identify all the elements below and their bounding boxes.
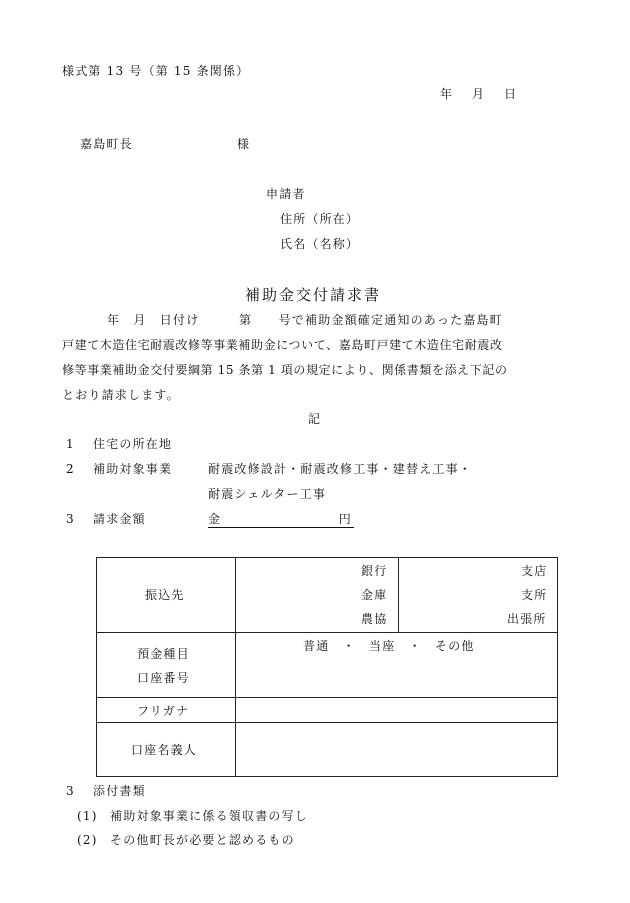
item-1-number: 1: [66, 437, 75, 451]
table-divider: [97, 697, 557, 698]
form-number: 様式第 13 号（第 15 条関係）: [62, 64, 250, 78]
account-number-label: 口座番号: [137, 671, 190, 685]
applicant-label: 申請者: [266, 187, 306, 201]
item-1-label: 住宅の所在地: [93, 437, 173, 451]
furigana-label: フリガナ: [137, 704, 190, 718]
item-3-label: 請求金額: [93, 512, 146, 526]
table-divider: [398, 558, 399, 632]
table-divider: [235, 558, 236, 776]
addressee-honorific: 様: [237, 137, 251, 151]
branch-type-3: 出張所: [507, 612, 547, 626]
date-line: 年 月 日: [440, 87, 521, 101]
item-2-label: 補助対象事業: [93, 462, 173, 476]
attachment-2-text: その他町長が必要と認めるもの: [110, 833, 295, 847]
attachment-1-text: 補助対象事業に係る領収書の写し: [110, 809, 309, 823]
deposit-type-label: 預金種目: [137, 647, 190, 661]
branch-type-1: 支店: [521, 564, 548, 578]
body-line-4: とおり請求します。: [62, 388, 180, 402]
table-divider: [97, 632, 557, 633]
amount-unit: 円: [338, 512, 352, 526]
body-line-3: 修等事業補助金交付要綱第 15 条第 1 項の規定により、関係書類を添え下記の: [62, 363, 508, 377]
item-3-number: 3: [66, 512, 75, 526]
item-2-value-cont: 耐震シェルター工事: [208, 487, 327, 501]
ki-label: 記: [308, 412, 322, 426]
body-line-1: 年 月 日付け 第 号で補助金額確定通知のあった嘉島町: [107, 313, 503, 327]
bank-type-3: 農協: [361, 612, 388, 626]
document-title: 補助金交付請求書: [245, 286, 382, 304]
branch-type-2: 支所: [521, 588, 548, 602]
applicant-name-label: 氏名（名称）: [280, 237, 360, 251]
bank-type-1: 銀行: [361, 564, 388, 578]
attachment-1-number: (1): [77, 809, 98, 823]
bank-type-2: 金庫: [361, 588, 388, 602]
item-2-value: 耐震改修設計・耐震改修工事・建替え工事・: [208, 462, 473, 476]
attachment-2-number: (2): [77, 833, 98, 847]
deposit-options: 普通 ・ 当座 ・ その他: [303, 639, 475, 653]
attachments-number: 3: [66, 784, 75, 798]
attachments-heading: 添付書類: [93, 784, 146, 798]
table-divider: [97, 722, 557, 723]
amount-prefix: 金: [208, 512, 222, 526]
account-holder-label: 口座名義人: [131, 743, 198, 757]
body-line-2: 戸建て木造住宅耐震改修等事業補助金について、嘉島町戸建て木造住宅耐震改: [62, 338, 503, 352]
item-2-number: 2: [66, 462, 75, 476]
amount-field: [208, 511, 354, 528]
transfer-label: 振込先: [145, 588, 185, 602]
addressee-name: 嘉島町長: [80, 137, 133, 151]
bank-account-table: [96, 557, 558, 777]
applicant-address-label: 住所（所在）: [280, 212, 360, 226]
